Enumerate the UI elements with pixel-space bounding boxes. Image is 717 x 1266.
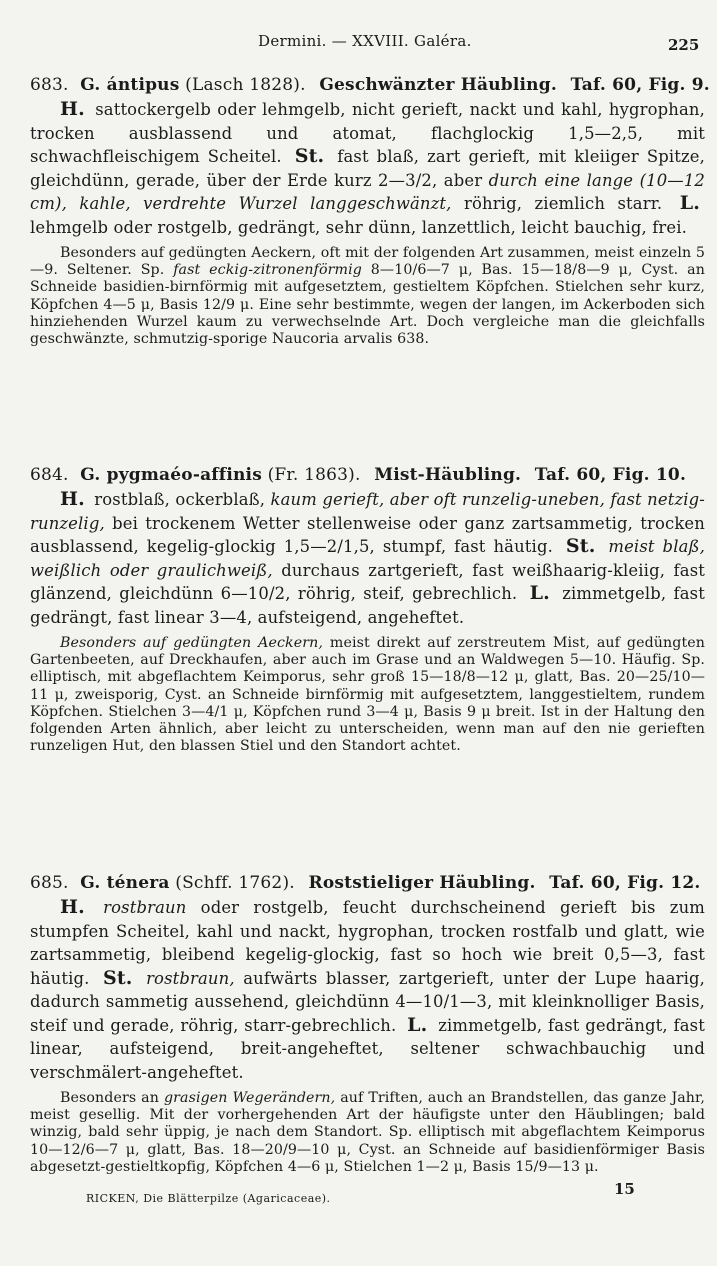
species-entry-685 [30, 870, 705, 1176]
description [30, 488, 705, 629]
plate-reference: Taf. 60, Fig. 9. [570, 75, 710, 95]
authority: (Lasch 1828). [185, 75, 306, 95]
note-text-end: auf Triften, auch an Brandstellen, das ganze Jahr, meist gesellig. Mit der vorhergehenden Art der häufigste unter den Häublingen; bald winzig, bald sehr üppig, je nach dem Standort. Sp. elliptisch mit abgeflachtem Keimporus 10—12/6—7 μ, glatt, Bas. 18—20/9—10 μ, Cyst. an Schneide auf basidienförmiger Basis abgesetzt-gestieltkopfig, Köpfchen 4—6 μ, Stielchen 1—2 μ, Basis 15/9—13 μ. [30, 1090, 705, 1175]
description [30, 98, 705, 239]
authority: (Fr. 1863). [267, 465, 361, 485]
note-text: Besonders auf gedüngten Aeckern, oft mit der folgenden Art zusammen, meist einzeln 5—9. Seltener. Sp. [30, 245, 705, 279]
common-name: Roststieliger Häubling. [308, 873, 536, 893]
species-entry-684 [30, 462, 705, 755]
stem-text: durchaus zartgerieft, fast weißhaarig-kleiig, fast glänzend, gleichdünn 6—10/2, röhrig, steif, gebrechlich. [30, 560, 705, 603]
entry-heading [30, 462, 705, 488]
stem-label: St. [102, 966, 133, 989]
cap-text: rostblaß, ockerblaß, [94, 490, 266, 509]
stem-label: St. [294, 145, 325, 167]
page-number: 225 [668, 36, 700, 54]
cap-text: oder rostgelb, feucht durchscheinend gerieft bis zum stumpfen Scheitel, kahl und nackt, hygrophan, trocken rostfalb und glatt, wie zartsammetig, bleibend kegelig-glockig, fast so hoch wie breit 0,5—3, fast häutig. [30, 898, 705, 988]
plate-reference: Taf. 60, Fig. 10. [534, 465, 687, 485]
cap-label: H. [60, 488, 85, 510]
entry-number: 684. [30, 465, 69, 485]
running-head-title: Dermini. — XXVIII. Galéra. [258, 32, 472, 50]
note-text-italic: Besonders auf gedüngten Aeckern, [60, 635, 323, 651]
entry-number: 685. [30, 873, 69, 893]
scientific-name: G. ténera [80, 873, 170, 893]
gills-label: L. [529, 582, 550, 604]
common-name: Mist-Häubling. [374, 465, 522, 485]
stem-text-end: röhrig, ziemlich starr. [463, 194, 663, 213]
habitat-note [30, 245, 705, 348]
signature-mark: 15 [614, 1180, 635, 1198]
gills-label: L. [679, 192, 700, 214]
scientific-name: G. ántipus [80, 75, 180, 95]
stem-text-italic: durch eine lange (10—12 cm), kahle, verdrehte Wurzel langgeschwänzt, [30, 170, 705, 213]
running-head [0, 32, 717, 56]
cap-label: H. [60, 896, 85, 918]
footer-credit: RICKEN, Die Blätterpilze (Agaricaceae). [86, 1192, 331, 1205]
stem-text: aufwärts blasser, zartgerieft, unter der Lupe haarig, dadurch sammetig aussehend, gleichdünn 4—10/1—3, mit kleinknolliger Basis, steif und gerade, röhrig, starr-gebrechlich. [30, 968, 705, 1035]
stem-text-italic: rostbraun, [146, 968, 235, 988]
gills-text: zimmetgelb, fast gedrängt, fast linear 3—4, aufsteigend, angeheftet. [30, 584, 705, 627]
note-text-italic: grasigen Wegerändern, [163, 1090, 336, 1106]
stem-text: fast blaß, zart gerieft, mit kleiiger Spitze, gleichdünn, gerade, über der Erde kurz 2—3/2, aber [30, 147, 705, 190]
habitat-note [30, 1090, 705, 1176]
scientific-name: G. pygmaéo-affinis [80, 465, 262, 485]
plate-reference: Taf. 60, Fig. 12. [549, 873, 701, 893]
gills-label: L. [407, 1013, 428, 1036]
common-name: Geschwänzter Häubling. [319, 75, 557, 95]
gills-text: lehmgelb oder rostgelb, gedrängt, sehr dünn, lanzettlich, leicht bauchig, frei. [30, 217, 688, 237]
cap-text-italic: kaum gerieft, aber oft runzelig-uneben, fast netzig-runzelig, [30, 490, 705, 533]
note-text-end: 8—10/6—7 μ, Bas. 15—18/8—9 μ, Cyst. an Schneide basidien-birnförmig mit aufgesetztem, gestieltem Köpfchen. Stielchen sehr kurz, Köpfchen 4—5 μ, Basis 12/9 μ. Eine sehr bestimmte, wegen der langen, im Ackerboden sich hinziehenden Wurzel kaum zu verwechselnde Art. Doch vergleiche man die gleichfalls geschwänzte, schmutzig-sporige Naucoria arvalis 638. [30, 262, 705, 348]
entry-heading [30, 72, 710, 98]
page-footer [86, 1180, 656, 1212]
cap-text-italic: rostbraun [103, 898, 187, 917]
stem-text-italic: meist blaß, weißlich oder graulichweiß, [30, 537, 705, 580]
note-text-italic: fast eckig-zitronenförmig [173, 262, 362, 279]
habitat-note [30, 635, 705, 755]
entry-number: 683. [30, 75, 69, 95]
gills-text: zimmetgelb, fast gedrängt, fast linear, aufsteigend, breit-angeheftet, seltener schwachbauchig und verschmälert-angeheftet. [30, 1015, 705, 1082]
stem-label: St. [565, 535, 596, 557]
note-text: Besonders an [60, 1090, 159, 1106]
cap-text-end: bei trockenem Wetter stellenweise oder ganz zartsammetig, trocken ausblassend, kegelig-glockig 1,5—2/1,5, stumpf, fast häutig. [30, 513, 705, 556]
note-text: meist direkt auf zerstreutem Mist, auf gedüngten Gartenbeeten, auf Dreckhaufen, aber auch im Grase und an Waldwegen 5—10. Häufig. Sp. elliptisch, mit abgeflachtem Keimporus, sehr groß 15—18/8—12 μ, glatt, Bas. 20—25/10—11 μ, zweisporig, Cyst. an Schneide birnförmig mit aufgesetztem, langgestieltem, rundem Köpfchen. Stielchen 3—4/1 μ, Köpfchen rund 3—4 μ, Basis 9 μ breit. Ist in der Haltung den folgenden Arten ähnlich, aber leicht zu unterscheiden, wenn man auf den nie gerieften runzeligen Hut, den blassen Stiel und den Standort achtet. [30, 635, 705, 755]
description [30, 896, 705, 1084]
cap-label: H. [60, 98, 85, 120]
cap-text: sattockergelb oder lehmgelb, nicht gerieft, nackt und kahl, hygrophan, trocken ausblassend und atomat, flachglockig 1,5—2,5, mit schwachfleischigem Scheitel. [30, 100, 705, 166]
entry-heading [30, 870, 705, 896]
species-entry-683 [30, 72, 710, 348]
authority: (Schff. 1762). [175, 873, 295, 893]
